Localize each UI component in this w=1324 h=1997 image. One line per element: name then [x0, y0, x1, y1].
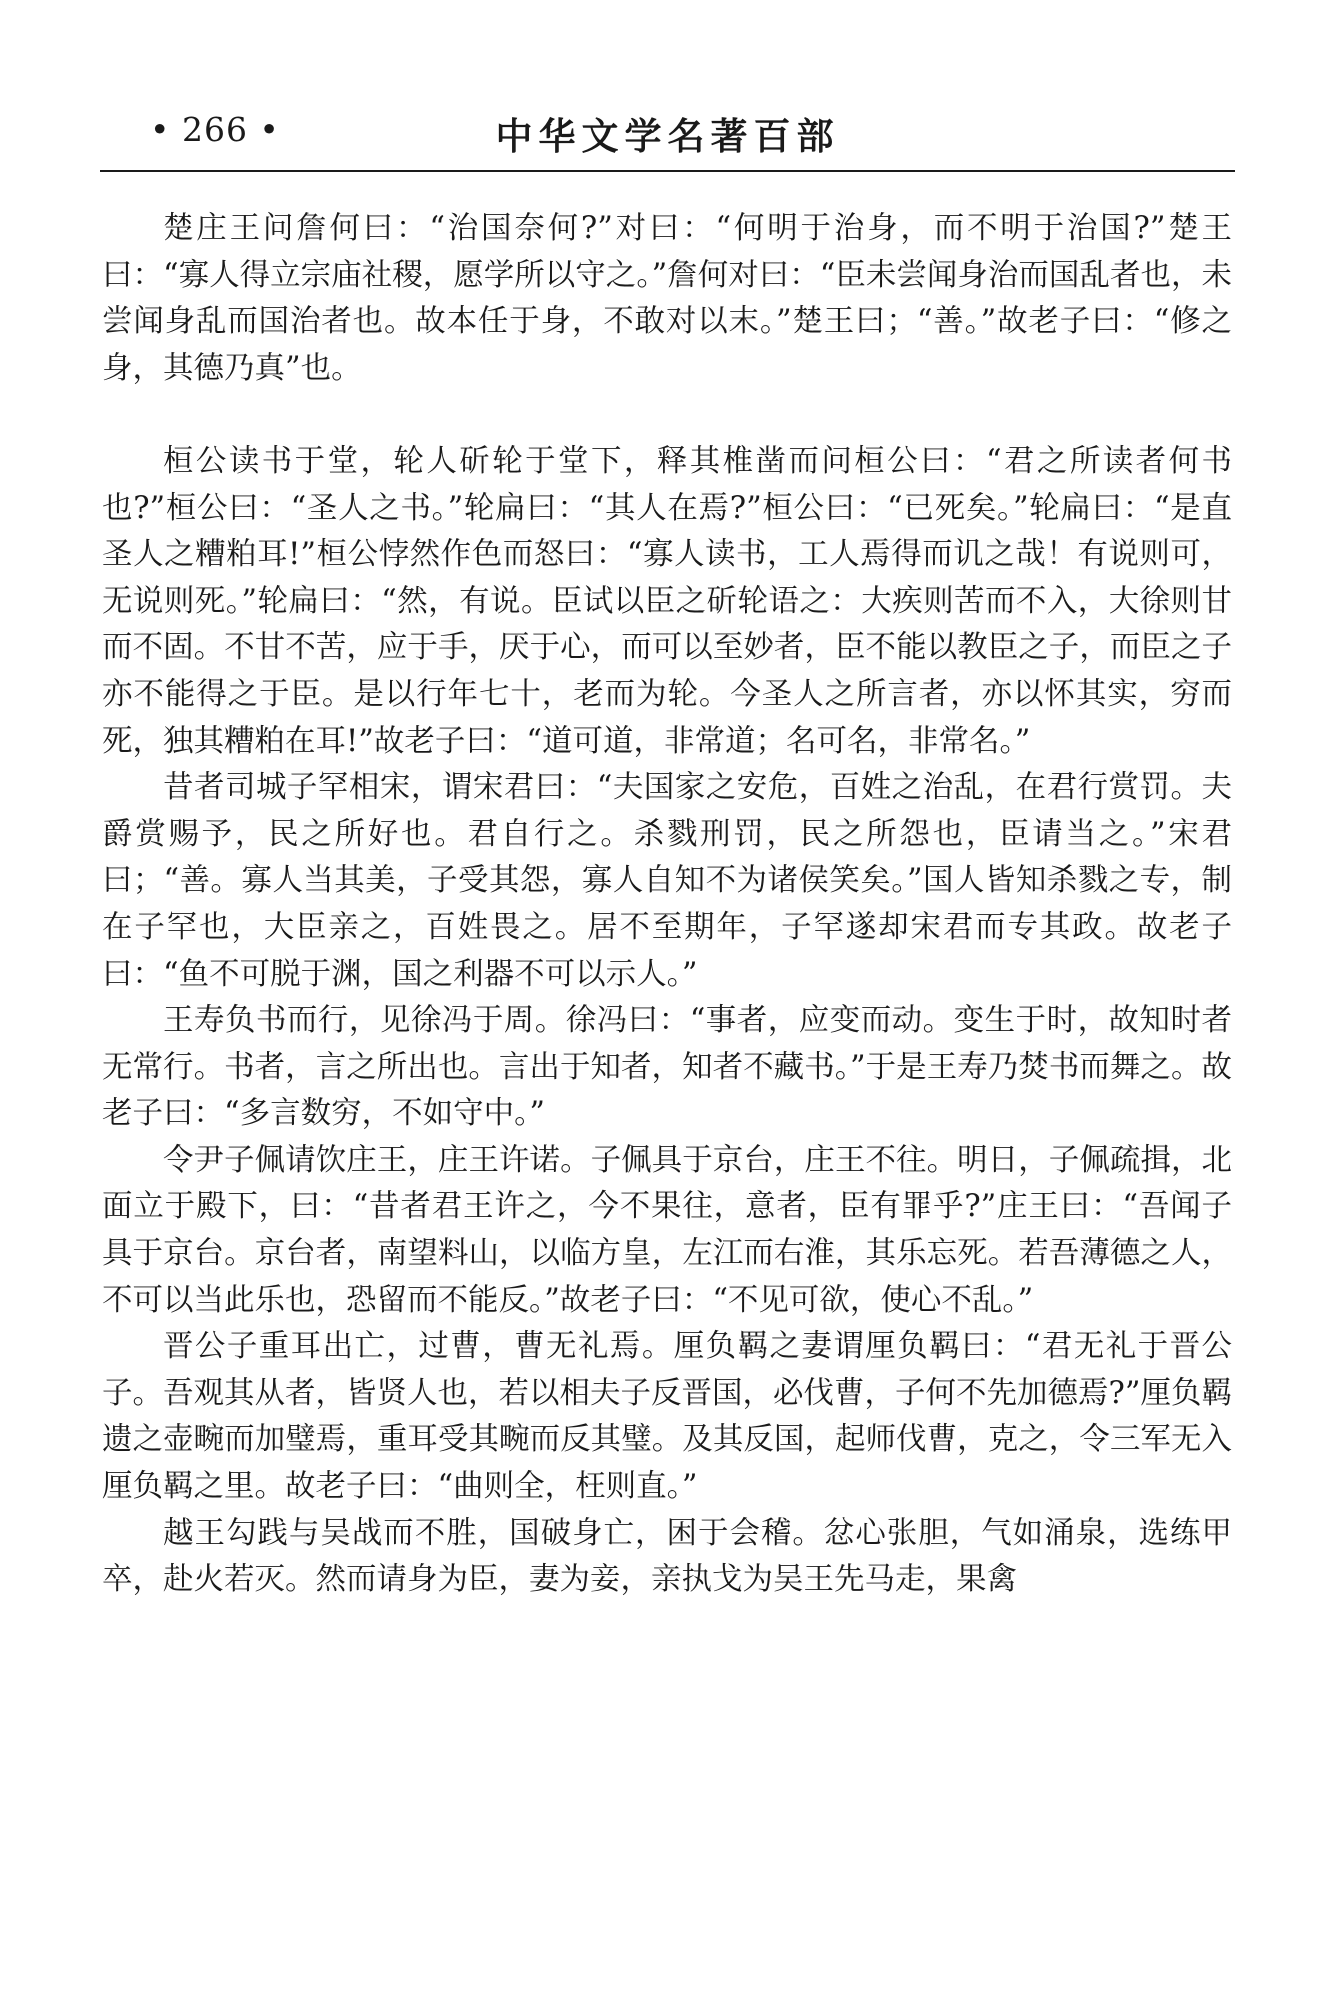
paragraph: 王寿负书而行，见徐冯于周。徐冯曰：“事者，应变而动。变生于时，故知时者无常行。书者，言之所出也。言出于知者，知者不藏书。”于是王寿乃焚书而舞之。故老子曰：“多言数穷，不如守中。”	[102, 1003, 1232, 1132]
page-number: • 266 •	[150, 110, 280, 149]
header-rule	[100, 170, 1235, 172]
paragraph: 楚庄王问詹何曰：“治国奈何?”对曰：“何明于治身，而不明于治国?”楚王曰：“寡人得立宗庙社稷，愿学所以守之。”詹何对曰：“臣未尝闻身治而国乱者也，未尝闻身乱而国治者也。故本任于身，不敢对以末。”楚王曰；“善。”故老子曰：“修之身，其德乃真”也。	[102, 211, 1232, 386]
book-title: 中华文学名著百部	[495, 114, 840, 158]
body-text	[102, 206, 1232, 1604]
page-header	[100, 100, 1235, 170]
paragraph: 越王勾践与吴战而不胜，国破身亡，困于会稽。忿心张胆，气如涌泉，选练甲卒，赴火若灭。然而请身为臣，妻为妾，亲执戈为吴王先马走，果禽	[102, 1515, 1232, 1598]
paragraph: 昔者司城子罕相宋，谓宋君曰：“夫国家之安危，百姓之治乱，在君行赏罚。夫爵赏赐予，民之所好也。君自行之。杀戮刑罚，民之所怨也，臣请当之。”宋君曰；“善。寡人当其美，子受其怨，寡人自知不为诸侯笑矣。”国人皆知杀戮之专，制在子罕也，大臣亲之，百姓畏之。居不至期年，子罕遂却宋君而专其政。故老子曰：“鱼不可脱于渊，国之利器不可以示人。”	[102, 770, 1232, 992]
paragraph: 令尹子佩请饮庄王，庄王许诺。子佩具于京台，庄王不往。明日，子佩疏揖，北面立于殿下，曰：“昔者君王许之，今不果往，意者，臣有罪乎?”庄王曰：“吾闻子具于京台。京台者，南望料山，以临方皇，左江而右淮，其乐忘死。若吾薄德之人，不可以当此乐也，恐留而不能反。”故老子曰：“不见可欲，使心不乱。”	[102, 1142, 1232, 1318]
paragraph: 桓公读书于堂，轮人斫轮于堂下，释其椎凿而问桓公曰：“君之所读者何书也?”桓公曰：“圣人之书。”轮扁曰：“其人在焉?”桓公曰：“已死矣。”轮扁曰：“是直圣人之糟粕耳!”桓公悖然作色而怒曰：“寡人读书，工人焉得而讥之哉！有说则可，无说则死。”轮扁曰：“然，有说。臣试以臣之斫轮语之：大疾则苦而不入，大徐则甘而不固。不甘不苦，应于手，厌于心，而可以至妙者，臣不能以教臣之子，而臣之子亦不能得之于臣。是以行年七十，老而为轮。今圣人之所言者，亦以怀其实，穷而死，独其糟粕在耳!”故老子曰：“道可道，非常道；名可名，非常名。”	[102, 443, 1232, 759]
paragraph: 晋公子重耳出亡，过曹，曹无礼焉。厘负羁之妻谓厘负羁曰：“君无礼于晋公子。吾观其从者，皆贤人也，若以相夫子反晋国，必伐曹，子何不先加德焉?”厘负羁遗之壶畹而加璧焉，重耳受其畹而反其璧。及其反国，起师伐曹，克之，令三军无入厘负羁之里。故老子曰：“曲则全，枉则直。”	[102, 1329, 1232, 1505]
